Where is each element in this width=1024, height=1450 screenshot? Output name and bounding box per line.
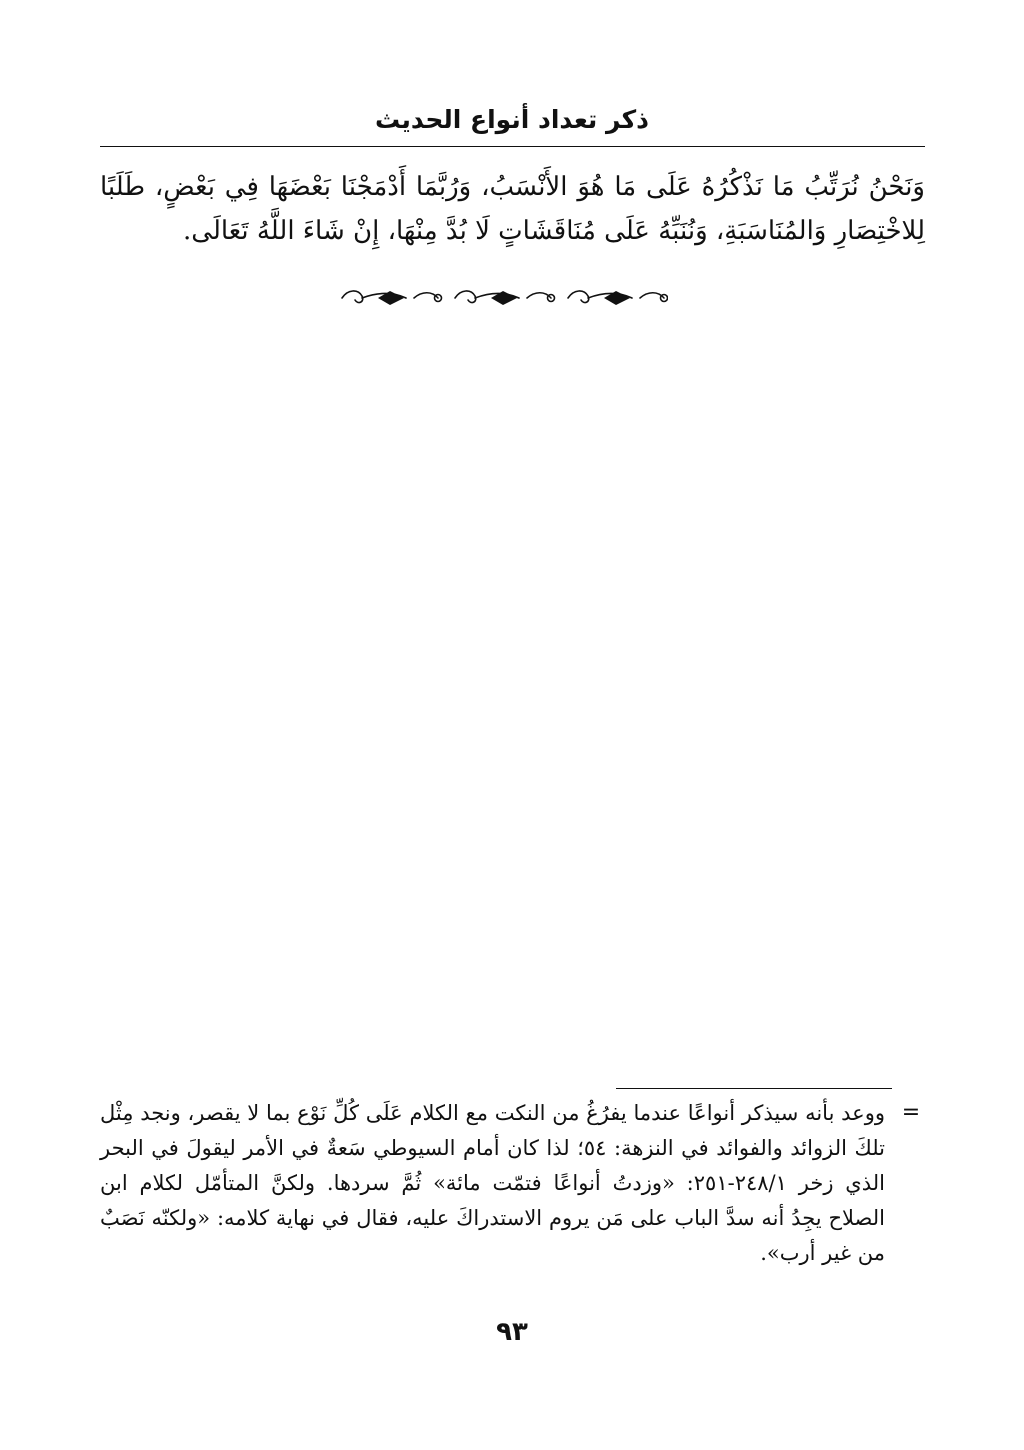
page-number: ٩٣ [496, 1317, 528, 1347]
main-paragraph: وَنَحْنُ نُرَتِّبُ مَا نَذْكُرُهُ عَلَى مَا هُوَ الأَنْسَبُ، وَرُبَّمَا أَدْمَجْنَا بَعْضَهَا فِي بَعْضٍ، طَلَبًا لِلاخْتِصَارِ وَالمُنَاسَبَةِ، وَنُنَبِّهُ عَلَى مُنَاقَشَاتٍ لَا بُدَّ مِنْهَا، إِنْ شَاءَ اللَّهُ تَعَالَى. [100, 172, 925, 246]
section-divider-ornament [338, 283, 668, 313]
header-rule [100, 146, 925, 147]
footnote-separator [616, 1088, 892, 1089]
running-head: ذكر تعداد أنواع الحديث [375, 105, 649, 134]
footnote [100, 1096, 925, 1271]
footnote-continuation-marker: = [901, 1100, 921, 1125]
footnote-text: ووعد بأنه سيذكر أنواعًا عندما يفرُغُ من النكت مع الكلام عَلَى كُلِّ نَوْع بما لا يقصر، ونجد مِثْل تلكَ الزوائد والفوائد في النزهة: ٥٤؛ لذا كان أمام السيوطي سَعةٌ في الأمر ليقولَ في البحر الذي زخر ٢٤٨/١-٢٥١: «وزدتُ أنواعًا فتمّت مائة» ثُمَّ سردها. ولكنَّ المتأمّل لكلام ابن الصلاح يجِدُ أنه سدَّ الباب على مَن يروم الاستدراكَ عليه، فقال في نهاية كلامه: «ولكنّه نَصَبٌ من غير أرب». [100, 1101, 885, 1265]
